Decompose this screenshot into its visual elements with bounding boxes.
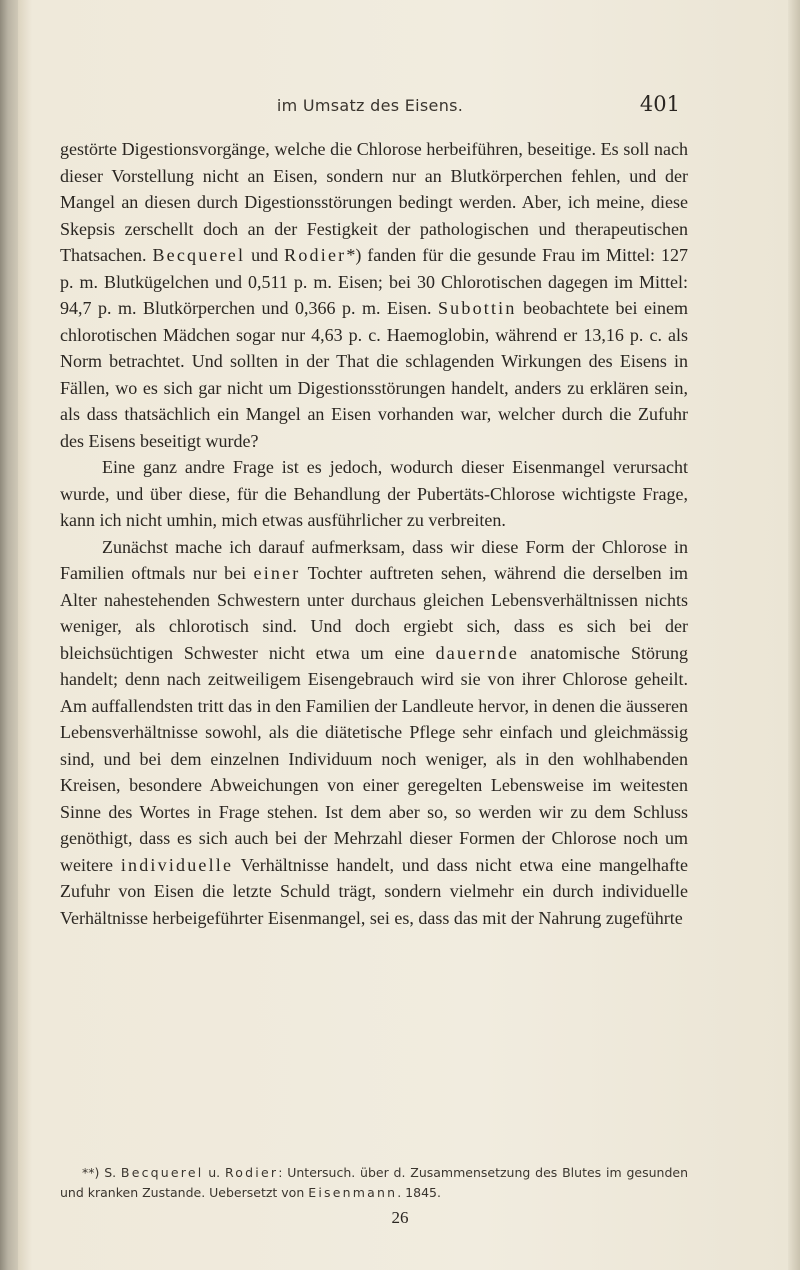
footnote	[60, 1163, 688, 1203]
text-run: Verhältnisse handelt, und dass nicht etwa eine mangelhafte Zufuhr von Eisen die letzte Schuld trägt, sondern vielmehr ein durch individuelle Verhältnisse herbeigeführter Eisenmangel, sei es, dass das mit der Nahrung zugeführte	[60, 854, 688, 928]
text-run: gestörte Digestionsvorgänge, welche die Chlorose herbeiführen, beseitige. Es soll nach dieser Vorstellung nicht an Eisen, sondern nur an Blutkörperchen fehlen, und der Mangel an diesen durch Digestionsstörungen bedingt werden. Aber, ich meine, diese Skepsis zerschellt doch an der Festigkeit der pathologischen und therapeutischen Thatsachen.	[60, 139, 688, 265]
text-run: und	[245, 245, 285, 265]
running-title: im Umsatz des Eisens.	[276, 96, 464, 115]
text-run: . 1845.	[397, 1185, 441, 1200]
text-run: **) S.	[82, 1165, 121, 1180]
spaced-name: einer	[253, 563, 301, 583]
text-run: Zunächst mache ich darauf aufmerksam, dass wir diese Form der Chlorose in Familien oftmals nur bei	[60, 536, 688, 583]
spaced-name: dauernde	[435, 642, 520, 663]
page-edge	[788, 0, 800, 1270]
spaced-name: Becquerel	[120, 1165, 204, 1180]
spaced-name: Rodier	[224, 1165, 279, 1180]
signature-mark: 26	[391, 1208, 409, 1227]
text-run: u.	[203, 1165, 225, 1180]
page-number: 401	[639, 92, 680, 116]
text-run: Eine ganz andre Frage ist es jedoch, wodurch dieser Eisenmangel verursacht wurde, und über diese, für die Behandlung der Pubertäts-Chlorose wichtigste Frage, kann ich nicht umhin, mich etwas ausführlicher zu verbreiten.	[60, 457, 688, 530]
text-run: Tochter auftreten sehen, während die derselben im Alter nahestehenden Schwestern unter durchaus gleichen Lebensverhältnissen nichts weniger, als chlorotisch sind. Und doch ergiebt sich, dass es sich bei der bleichsüchtigen Schwester nicht etwa um eine	[60, 563, 688, 663]
text-run: anatomische Störung handelt; denn nach zeitweiligem Eisengebrauch wird sie von ihrer Chlorose geheilt. Am auffallendsten tritt das in den Familien der Landleute hervor, in denen die äusseren Lebensverhältnisse sowohl, als die diätetische Pflege sehr einfach und gleichmässig sind, und bei dem einzelnen Individuum noch weniger, als in den wohlhabenden Kreisen, besondere Abweichungen von einer geregelten Lebensweise im weitesten Sinne des Wortes in Frage stehen. Ist dem aber so, so werden wir zu dem Schluss genöthigt, dass es sich auch bei der Mehrzahl dieser Formen der Chlorose noch um weitere	[60, 642, 688, 875]
body-text	[60, 136, 688, 931]
spaced-name: Becquerel	[152, 245, 246, 265]
paragraph	[60, 136, 688, 454]
spaced-name: Rodier	[284, 245, 347, 265]
text-run: beobachtete bei einem chlorotischen Mädchen sogar nur 4,63 p. c. Haemoglobin, während er 13,16 p. c. als Norm betrachtet. Und sollten in der That die schlagenden Wirkungen des Eisens in Fällen, wo es sich gar nicht um Digestionsstörungen handelt, anders zu erklären sein, als dass thatsächlich ein Mangel an Eisen vorhanden war, welcher durch die Zufuhr des Eisens beseitigt wurde?	[60, 298, 688, 451]
text-run: : Untersuch. über d. Zusammensetzung des Blutes im gesunden und kranken Zustande. Uebersetzt von	[60, 1165, 688, 1200]
spaced-name: individuelle	[120, 854, 234, 875]
spaced-name: Eisenmann	[308, 1185, 398, 1200]
running-head	[60, 92, 680, 122]
text-run: *) fanden für die gesunde Frau im Mittel: 127 p. m. Blutkügelchen und 0,511 p. m. Eisen; bei 30 Chlorotischen dagegen im Mittel: 94,7 p. m. Blutkörperchen und 0,366 p. m. Eisen.	[60, 245, 688, 318]
paragraph	[60, 534, 688, 932]
spaced-name: Subottin	[437, 298, 517, 318]
paragraph	[60, 454, 688, 534]
